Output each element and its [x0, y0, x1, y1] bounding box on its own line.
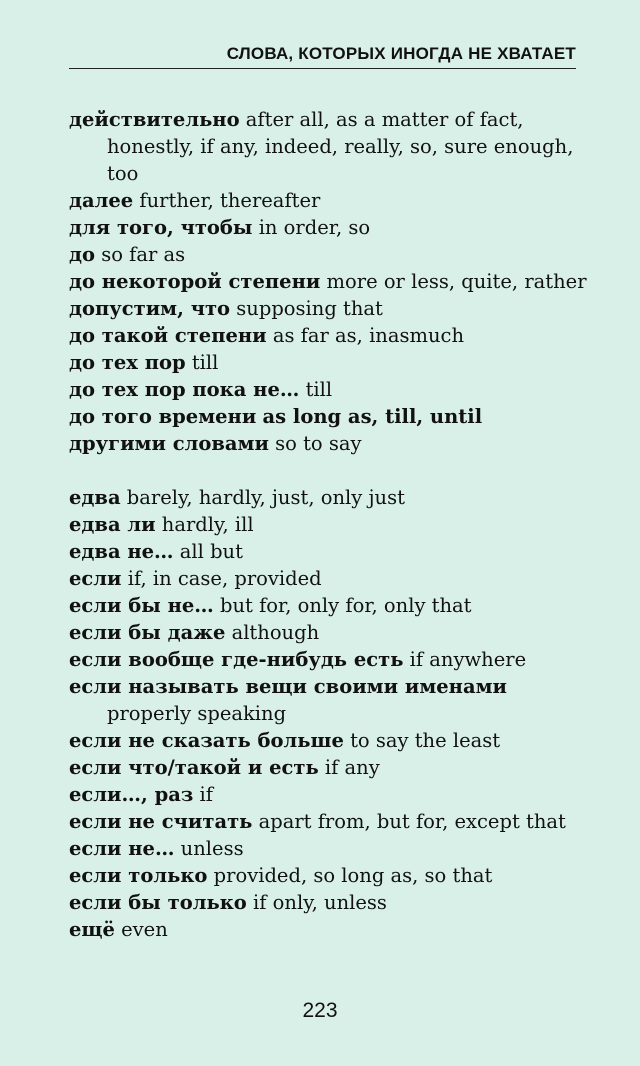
entry-headword: если называть вещи своими именами: [69, 675, 507, 698]
entry-headword: допустим, что: [69, 297, 231, 320]
entry-headword: до того времени: [69, 405, 257, 428]
dictionary-entry: [69, 214, 588, 241]
entry-headword: далее: [69, 189, 134, 212]
dictionary-entry: [69, 592, 588, 619]
entry-translation: even: [121, 918, 168, 941]
dictionary-entry: [69, 889, 588, 916]
entry-headword: если не…: [69, 837, 175, 860]
dictionary-entry: [69, 484, 588, 511]
entry-headword: едва не…: [69, 540, 174, 563]
entry-translation: if any: [324, 756, 380, 779]
running-head: СЛОВА, КОТОРЫХ ИНОГДА НЕ ХВАТАЕТ: [69, 44, 576, 69]
dictionary-entry: [69, 511, 588, 538]
dictionary-entry: [69, 349, 588, 376]
dictionary-entry: [69, 241, 588, 268]
entry-translation: all but: [179, 540, 243, 563]
entry-translation: barely, hardly, just, only just: [126, 486, 405, 509]
entry-translation: after all, as a matter of fact, honestly, if any, indeed, really, so, sure enough, too: [107, 108, 574, 185]
dictionary-entry: [69, 322, 588, 349]
entry-headword: действительно: [69, 108, 240, 131]
dictionary-entry: [69, 268, 588, 295]
entry-headword: едва ли: [69, 513, 156, 536]
dictionary-entry: [69, 430, 588, 457]
dictionary-entry: [69, 808, 588, 835]
dictionary-entry: [69, 295, 588, 322]
entry-translation: but for, only for, only that: [220, 594, 472, 617]
entry-translation: in order, so: [258, 216, 371, 239]
entry-headword: если только: [69, 864, 208, 887]
entry-headword: если бы не…: [69, 594, 214, 617]
dictionary-entry: [69, 646, 588, 673]
entry-translation: till: [305, 378, 333, 401]
entry-translation: if only, unless: [253, 891, 387, 914]
entry-translation: so to say: [275, 432, 362, 455]
entry-translation: if, in case, provided: [127, 567, 322, 590]
entry-translation: so far as: [101, 243, 186, 266]
entry-translation: apart from, but for, except that: [258, 810, 566, 833]
entry-translation: hardly, ill: [161, 513, 254, 536]
entry-headword: если бы только: [69, 891, 247, 914]
entry-translation: unless: [180, 837, 244, 860]
entry-translation: although: [231, 621, 320, 644]
entry-headword: другими словами: [69, 432, 269, 455]
entry-headword: если не сказать больше: [69, 729, 344, 752]
entry-translation: till: [191, 351, 219, 374]
entry-headword: для того, чтобы: [69, 216, 253, 239]
entry-translation: to say the least: [350, 729, 501, 752]
dictionary-entry: [69, 673, 588, 727]
dictionary-entry: [69, 565, 588, 592]
entry-headword: едва: [69, 486, 121, 509]
entry-headword: до такой степени: [69, 324, 267, 347]
entry-headword: если…, раз: [69, 783, 194, 806]
entry-headword: до некоторой степени: [69, 270, 321, 293]
entry-headword: если что/такой и есть: [69, 756, 319, 779]
dictionary-entry: [69, 781, 588, 808]
dictionary-entry: [69, 727, 588, 754]
entry-headword: до тех пор пока не…: [69, 378, 300, 401]
dictionary-entry: [69, 619, 588, 646]
entry-translation: provided, so long as, so that: [213, 864, 493, 887]
entry-translation: if: [199, 783, 213, 806]
dictionary-entry: [69, 835, 588, 862]
entry-translation: as long as, till, until: [262, 405, 483, 428]
entry-headword: если вообще где-нибудь есть: [69, 648, 404, 671]
dictionary-entry: [69, 862, 588, 889]
dictionary-entry: [69, 403, 588, 430]
dictionary-entry: [69, 106, 588, 187]
entry-translation: more or less, quite, rather: [326, 270, 587, 293]
entry-headword: до: [69, 243, 96, 266]
entry-translation: properly speaking: [107, 702, 287, 725]
entry-headword: ещё: [69, 918, 115, 941]
entry-headword: до тех пор: [69, 351, 186, 374]
entry-translation: supposing that: [236, 297, 383, 320]
entry-translation: if anywhere: [409, 648, 527, 671]
dictionary-entry: [69, 376, 588, 403]
page-number: 223: [302, 999, 338, 1022]
entry-translation: as far as, inasmuch: [272, 324, 465, 347]
entry-translation: further, thereafter: [139, 189, 321, 212]
dictionary-entry: [69, 916, 588, 943]
entry-headword: если бы даже: [69, 621, 226, 644]
entry-headword: если: [69, 567, 122, 590]
dictionary-entry: [69, 187, 588, 214]
dictionary-entry: [69, 538, 588, 565]
dictionary-entries: [69, 106, 588, 943]
dictionary-entry: [69, 754, 588, 781]
entry-headword: если не считать: [69, 810, 253, 833]
